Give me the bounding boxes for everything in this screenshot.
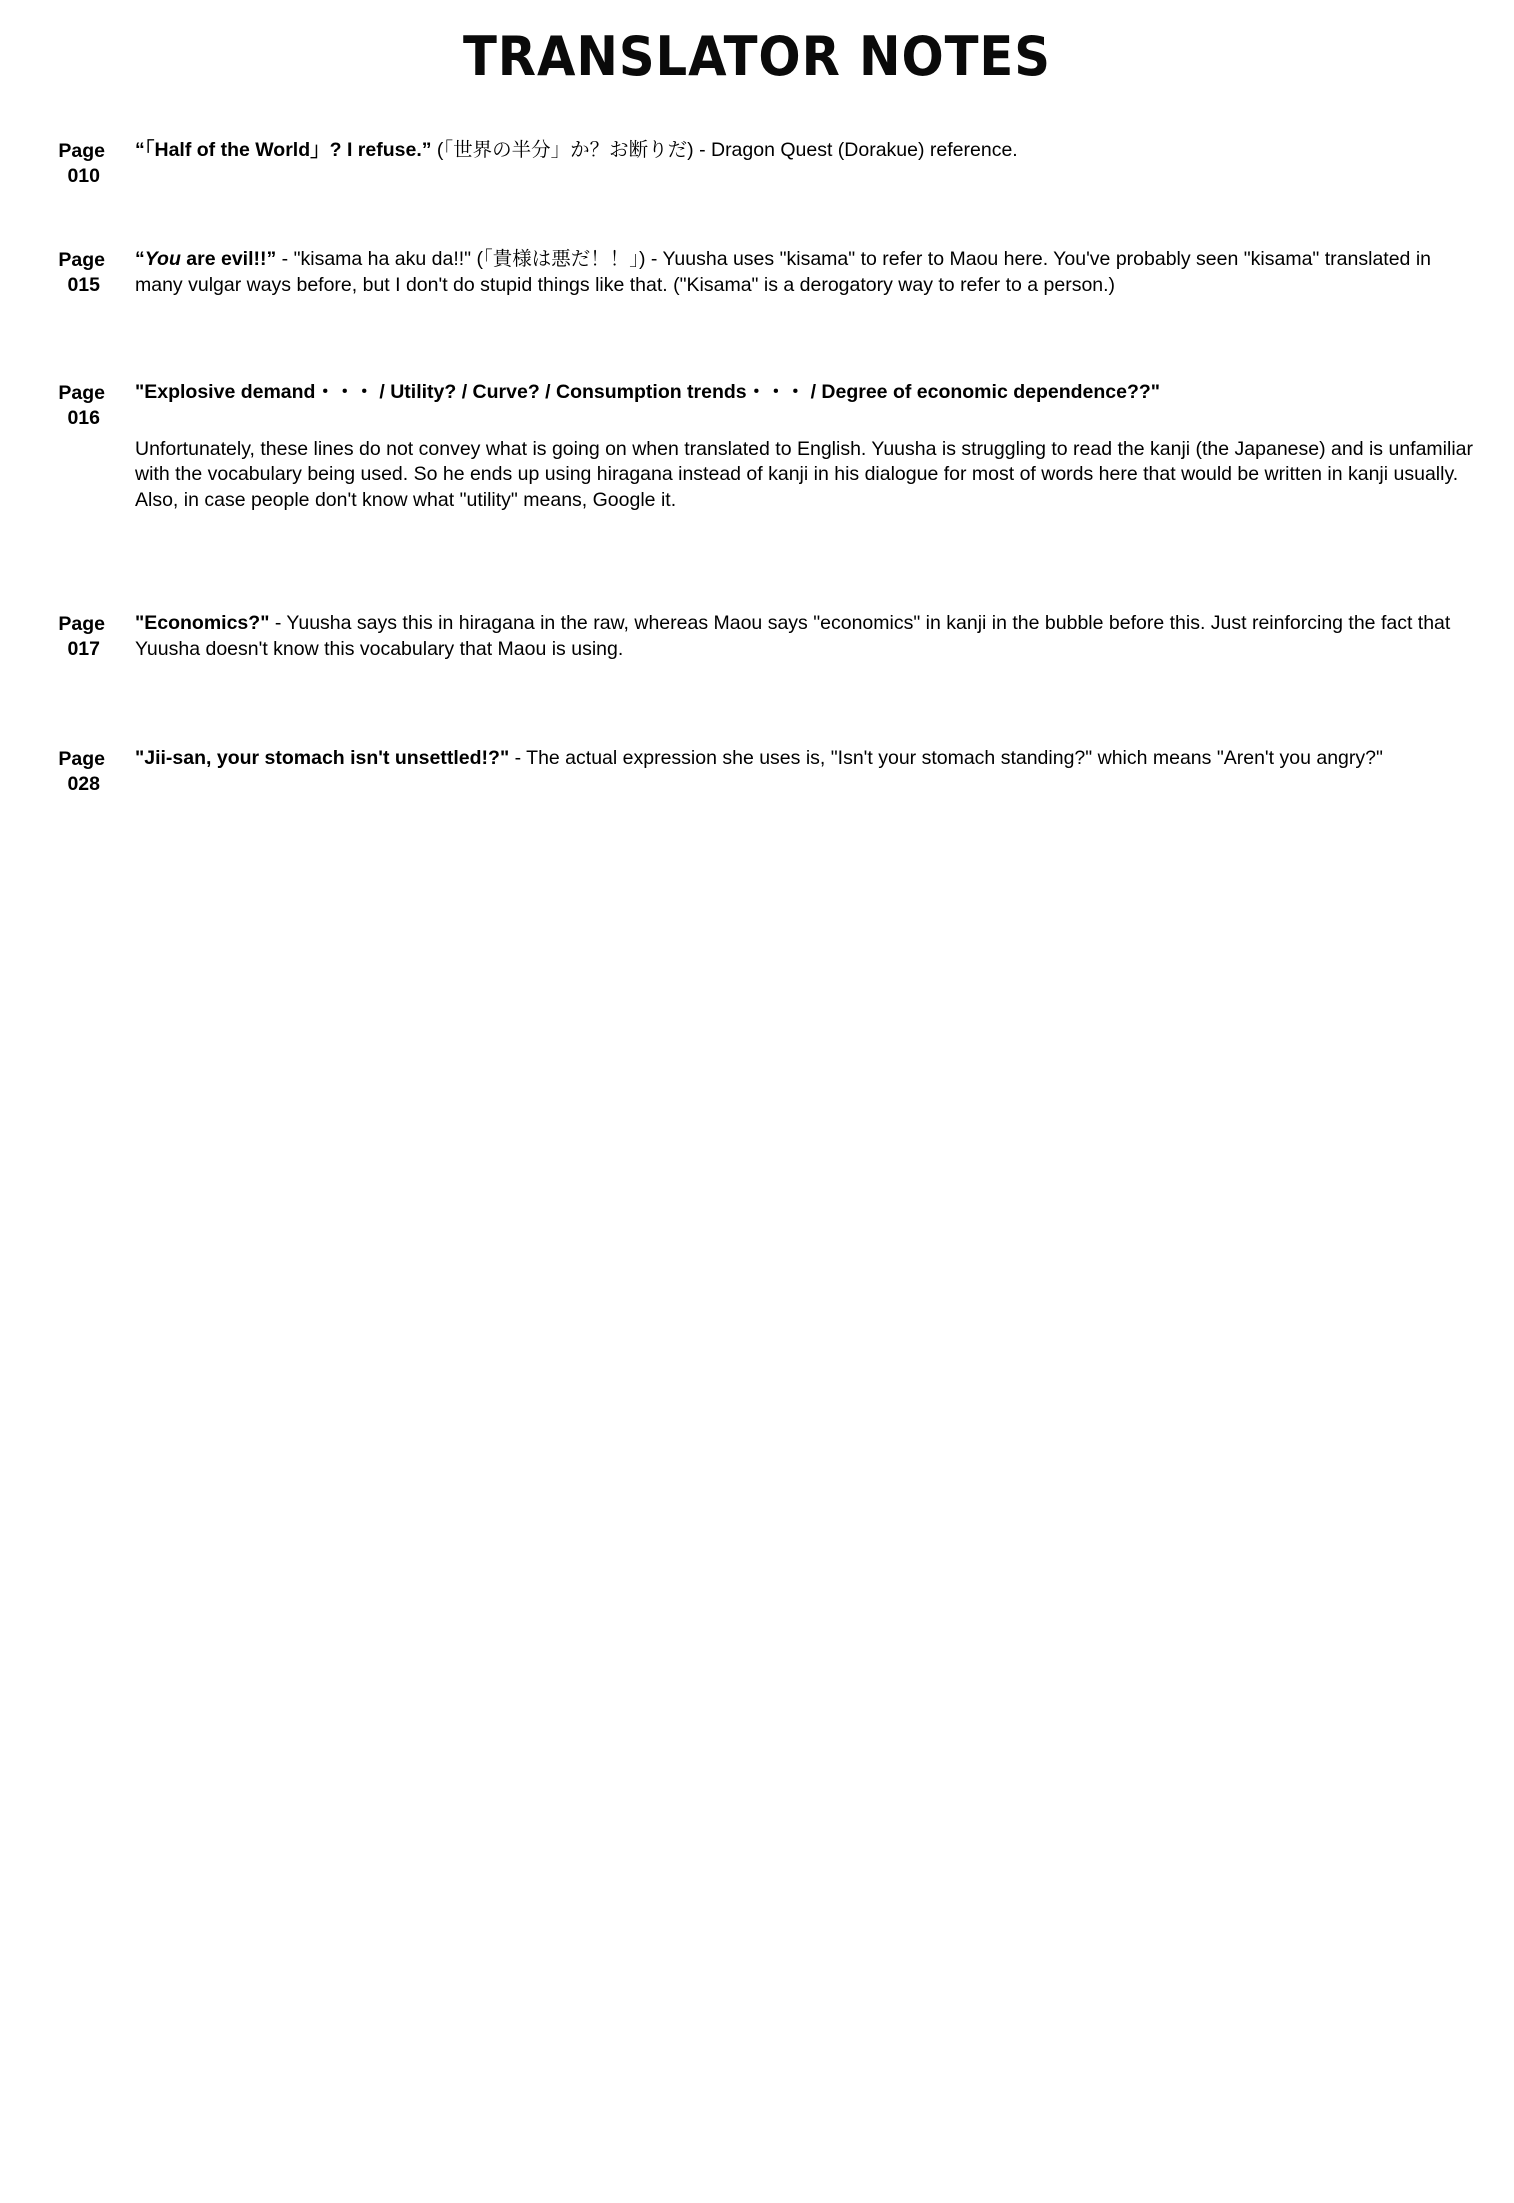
note-entry (0, 380, 1514, 513)
note-body (105, 746, 1474, 772)
page-word: Page (58, 249, 105, 271)
page-label (30, 138, 105, 189)
note-entry (0, 138, 1514, 189)
note-heading (135, 746, 1474, 772)
note-heading-quote: "Economics?" (135, 612, 270, 634)
note-heading (135, 247, 1474, 298)
page-number: 015 (67, 274, 100, 296)
page-label (30, 611, 105, 662)
page-word: Page (58, 748, 105, 770)
note-heading-quote: "Jii-san, your stomach isn't unsettled!?" (135, 747, 510, 769)
page-label (30, 380, 105, 431)
page-number: 017 (67, 638, 100, 660)
note-heading-quote: “「Half of the World」? I refuse.” (135, 139, 432, 161)
note-heading (135, 380, 1474, 406)
note-heading-emphasis: You (144, 248, 181, 270)
page-word: Page (58, 613, 105, 635)
note-entry (0, 611, 1514, 662)
note-heading (135, 611, 1474, 662)
note-heading-bold-after: are evil!!” (180, 248, 277, 270)
page-label (30, 247, 105, 298)
page-number: 028 (67, 773, 100, 795)
translator-notes-list (0, 138, 1514, 797)
note-body (105, 138, 1474, 164)
page-title: TRANSLATOR NOTES (462, 25, 1051, 88)
note-heading-remainder: - Yuusha says this in hiragana in the raw, whereas Maou says "economics" in kanji in the bubble before this. Just reinforcing the fact that Yuusha doesn't know this vocabulary that Maou is using. (135, 612, 1451, 660)
page-word: Page (58, 382, 105, 404)
note-paragraph: Unfortunately, these lines do not convey what is going on when translated to English. Yuusha is struggling to read the kanji (the Japanese) and is unfamiliar with the vocabulary being used. So he ends up using hiragana instead of kanji in his dialogue for most of words here that would be written in kanji usually. Also, in case people don't know what "utility" means, Google it. (135, 437, 1474, 511)
note-body (105, 380, 1474, 513)
note-heading-quote-open: “ (135, 248, 145, 270)
page-label (30, 746, 105, 797)
note-entry (0, 746, 1514, 797)
note-heading-remainder: - "kisama ha aku da!!" (「貴様は悪だ！！」) - Yuusha uses "kisama" to refer to Maou here. You've probably seen "kisama" translated in many vulgar ways before, but I don't do stupid things like that. ("Kisama" is a derogatory way to refer to a person.) (135, 248, 1431, 296)
note-body (105, 611, 1474, 662)
page-number: 010 (67, 165, 100, 187)
note-entry (0, 247, 1514, 298)
note-heading-remainder: - The actual expression she uses is, "Isn't your stomach standing?" which means "Aren't you angry?" (509, 747, 1383, 769)
page-number: 016 (67, 407, 100, 429)
page-word: Page (58, 140, 105, 162)
note-body (105, 247, 1474, 298)
note-heading-quote: "Explosive demand・・・ / Utility? / Curve? / Consumption trends・・・ / Degree of economic dependence??" (135, 381, 1161, 403)
note-heading (135, 138, 1474, 164)
note-heading-remainder: (「世界の半分」か？お断りだ) - Dragon Quest (Dorakue) reference. (431, 139, 1018, 161)
